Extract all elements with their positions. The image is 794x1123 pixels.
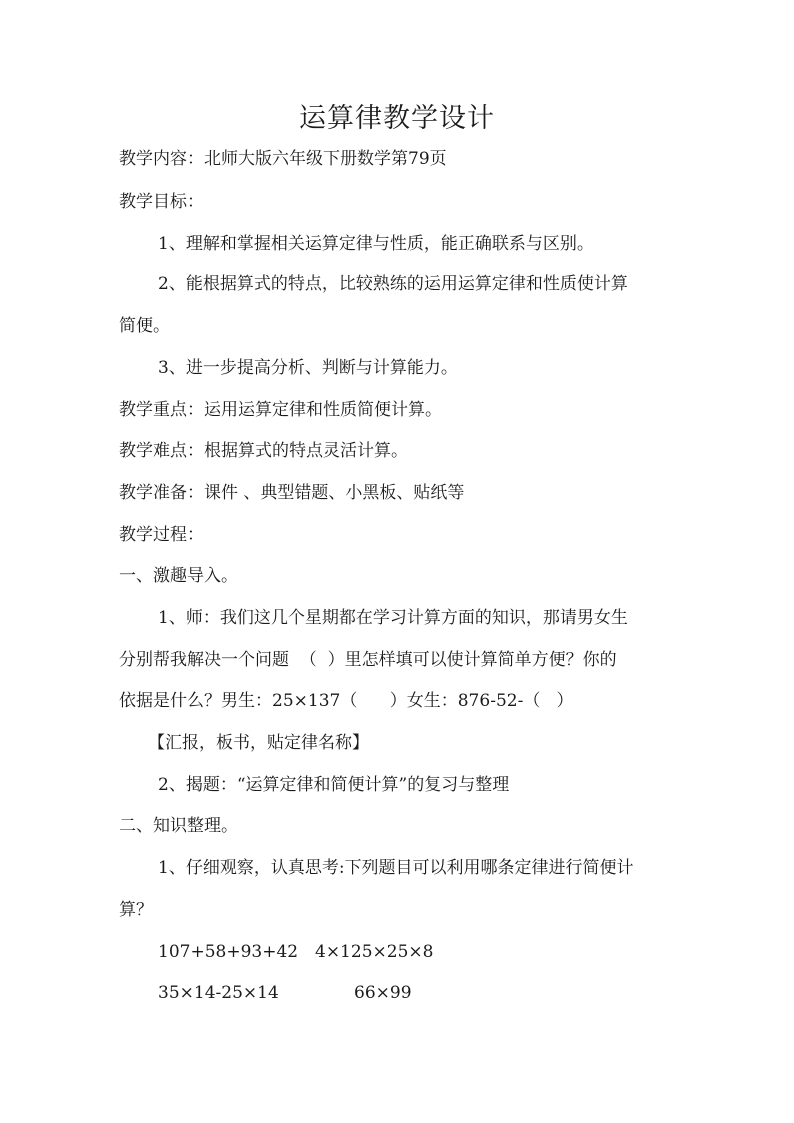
expression: 66×99 bbox=[354, 983, 412, 1003]
board-note: 【汇报，板书，贴定律名称】 bbox=[148, 733, 369, 753]
page-title: 运算律教学设计 bbox=[299, 103, 495, 134]
objective-2-line1: 2、能根据算式的特点，比较熟练的运用运算定律和性质使计算 bbox=[158, 274, 628, 294]
section2-item1-line1: 1、仔细观察，认真思考:下列题目可以利用哪条定律进行简便计 bbox=[158, 858, 634, 878]
section1-item1-line1: 1、师：我们这几个星期都在学习计算方面的知识，那请男女生 bbox=[158, 608, 628, 628]
objective-1: 1、理解和掌握相关运算定律与性质，能正确联系与区别。 bbox=[158, 234, 594, 254]
process-heading: 教学过程： bbox=[119, 525, 204, 545]
objective-2-line2: 简便。 bbox=[119, 316, 170, 336]
section1-item1-line3: 依据是什么？男生：25×137（ ）女生：876-52-（ ） bbox=[119, 691, 574, 711]
difficulty: 教学难点：根据算式的特点灵活计算。 bbox=[119, 441, 408, 461]
key-point: 教学重点：运用运算定律和性质简便计算。 bbox=[119, 400, 442, 420]
section2-item1-line2: 算？ bbox=[119, 900, 153, 920]
objective-3: 3、进一步提高分析、判断与计算能力。 bbox=[158, 358, 458, 378]
teaching-content: 教学内容：北师大版六年级下册数学第79页 bbox=[119, 149, 447, 169]
expression: 35×14-25×14 bbox=[158, 983, 279, 1003]
section1-item2: 2、揭题：“运算定律和简便计算”的复习与整理 bbox=[158, 775, 510, 795]
section1-item1-line2: 分别帮我解决一个问题 （ ）里怎样填可以使计算简单方便？你的 bbox=[119, 650, 617, 670]
objectives-heading: 教学目标： bbox=[119, 192, 204, 212]
expression: 107+58+93+42 bbox=[158, 942, 299, 962]
section1-heading: 一、激趣导入。 bbox=[119, 566, 238, 586]
preparation: 教学准备：课件 、典型错题、小黑板、贴纸等 bbox=[119, 483, 465, 503]
expression: 4×125×25×8 bbox=[315, 942, 434, 962]
section2-heading: 二、知识整理。 bbox=[119, 816, 238, 836]
